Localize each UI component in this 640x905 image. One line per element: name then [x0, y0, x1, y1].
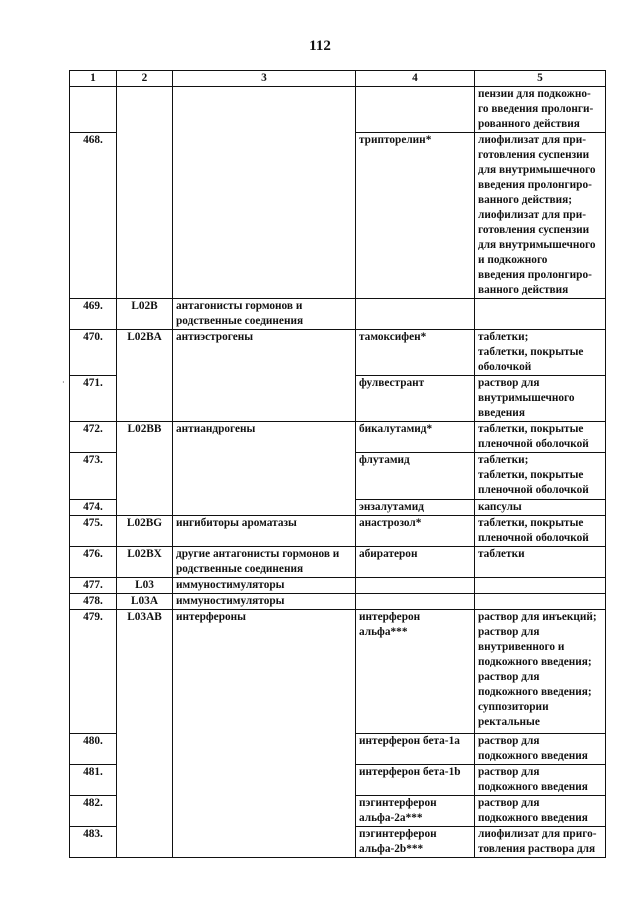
row-number-cell	[70, 376, 117, 422]
group-cell	[173, 453, 356, 500]
table-row	[70, 827, 606, 858]
drug-cell	[356, 796, 475, 827]
row-number-cell	[70, 578, 117, 594]
dosage-form-cell	[475, 610, 606, 734]
dosage-form-cell	[475, 827, 606, 858]
group-cell-text: антагонисты гормонов и родственные соединения	[176, 300, 304, 327]
row-number-cell	[70, 734, 117, 765]
dosage-form-cell	[475, 299, 606, 330]
table-row	[70, 133, 606, 299]
dosage-form-cell	[475, 594, 606, 610]
drug-cell	[356, 734, 475, 765]
table-row	[70, 734, 606, 765]
group-cell	[173, 578, 356, 594]
atc-code-cell	[117, 610, 173, 734]
drug-cell-text: флутамид	[359, 454, 410, 466]
drug-cell-text: интерферон бета-1а	[359, 735, 460, 747]
dosage-form-cell-text: таблетки	[478, 548, 525, 560]
group-cell-text: антиэстрогены	[176, 331, 254, 343]
dosage-form-cell	[475, 376, 606, 422]
dosage-form-cell-text: таблетки; таблетки, покрытые оболочкой	[478, 331, 584, 373]
dosage-form-cell	[475, 734, 606, 765]
drug-cell	[356, 500, 475, 516]
header-row	[70, 71, 606, 87]
drug-cell	[356, 594, 475, 610]
group-cell	[173, 765, 356, 796]
row-number-cell-text: 478.	[83, 595, 103, 607]
dosage-form-cell-text: лиофилизат для приго- товления раствора для	[478, 828, 597, 855]
drug-cell-text: анастрозол*	[359, 517, 422, 529]
header-col-1: 1	[70, 71, 117, 87]
atc-code-cell	[117, 547, 173, 578]
drug-cell-text: пэгинтерферон альфа-2b***	[359, 828, 437, 855]
row-number-cell-text: 481.	[83, 766, 103, 778]
row-number-cell-text: 480.	[83, 735, 103, 747]
dosage-form-cell-text: пензии для подкожно- го введения пролонги- рованного действия	[478, 88, 594, 130]
drug-cell-text: интерферон альфа***	[359, 611, 421, 638]
group-cell	[173, 422, 356, 453]
dosage-form-cell-text: раствор для подкожного введения	[478, 797, 588, 824]
atc-code-cell	[117, 516, 173, 547]
row-number-cell	[70, 765, 117, 796]
atc-code-cell	[117, 133, 173, 299]
drug-cell-text: интерферон бета-1b	[359, 766, 461, 778]
dosage-form-cell-text: раствор для внутримышечного введения	[478, 377, 575, 419]
drug-cell	[356, 376, 475, 422]
row-number-cell	[70, 500, 117, 516]
group-cell	[173, 330, 356, 376]
row-number-cell	[70, 453, 117, 500]
header-col-5: 5	[475, 71, 606, 87]
drug-cell-text: трипторелин*	[359, 134, 432, 146]
drug-cell-text: тамоксифен*	[359, 331, 427, 343]
group-cell	[173, 133, 356, 299]
atc-code-cell	[117, 299, 173, 330]
stray-mark: ·	[62, 378, 65, 387]
drug-cell	[356, 516, 475, 547]
atc-code-cell-text: L02BX	[127, 548, 162, 560]
drug-cell	[356, 827, 475, 858]
group-cell-text: ингибиторы ароматазы	[176, 517, 297, 529]
row-number-cell	[70, 330, 117, 376]
table-row	[70, 547, 606, 578]
drug-cell-text: абиратерон	[359, 548, 418, 560]
group-cell	[173, 594, 356, 610]
drug-cell	[356, 422, 475, 453]
header-col-4: 4	[356, 71, 475, 87]
row-number-cell	[70, 516, 117, 547]
atc-code-cell-text: L02B	[131, 300, 158, 312]
drug-cell	[356, 547, 475, 578]
table-row	[70, 796, 606, 827]
row-number-cell	[70, 796, 117, 827]
row-number-cell	[70, 610, 117, 734]
drug-cell	[356, 453, 475, 500]
table-row	[70, 422, 606, 453]
drug-table	[69, 70, 606, 858]
drug-cell	[356, 133, 475, 299]
row-number-cell-text: 472.	[83, 423, 103, 435]
row-number-cell-text: 479.	[83, 611, 103, 623]
dosage-form-cell	[475, 516, 606, 547]
row-number-cell	[70, 133, 117, 299]
dosage-form-cell	[475, 453, 606, 500]
dosage-form-cell	[475, 500, 606, 516]
atc-code-cell-text: L03	[135, 579, 154, 591]
dosage-form-cell-text: раствор для подкожного введения	[478, 735, 588, 762]
row-number-cell-text: 474.	[83, 501, 103, 513]
row-number-cell-text: 473.	[83, 454, 103, 466]
table-row	[70, 594, 606, 610]
dosage-form-cell-text: таблетки; таблетки, покрытые пленочной оболочкой	[478, 454, 589, 496]
atc-code-cell	[117, 594, 173, 610]
row-number-cell-text: 482.	[83, 797, 103, 809]
row-number-cell-text: 476.	[83, 548, 103, 560]
dosage-form-cell-text: капсулы	[478, 501, 522, 513]
dosage-form-cell-text: таблетки, покрытые пленочной оболочкой	[478, 423, 589, 450]
row-number-cell-text: 468.	[83, 134, 103, 146]
table-row	[70, 376, 606, 422]
row-number-cell	[70, 547, 117, 578]
atc-code-cell	[117, 453, 173, 500]
group-cell-text: интерфероны	[176, 611, 246, 623]
drug-cell	[356, 578, 475, 594]
group-cell	[173, 500, 356, 516]
dosage-form-cell	[475, 796, 606, 827]
atc-code-cell	[117, 376, 173, 422]
row-number-cell	[70, 594, 117, 610]
dosage-form-cell	[475, 578, 606, 594]
page-number: 112	[309, 38, 331, 54]
atc-code-cell-text: L02BA	[127, 331, 162, 343]
atc-code-cell-text: L03A	[131, 595, 158, 607]
row-number-cell-text: 477.	[83, 579, 103, 591]
atc-code-cell	[117, 796, 173, 827]
drug-cell	[356, 330, 475, 376]
drug-cell	[356, 299, 475, 330]
table-row	[70, 578, 606, 594]
table-row	[70, 765, 606, 796]
drug-cell-text: фулвестрант	[359, 377, 425, 389]
dosage-form-cell	[475, 547, 606, 578]
atc-code-cell	[117, 765, 173, 796]
group-cell-text: другие антагонисты гормонов и родственные соединения	[176, 548, 340, 575]
row-number-cell-text: 475.	[83, 517, 103, 529]
group-cell	[173, 547, 356, 578]
group-cell-text: иммуностимуляторы	[176, 579, 285, 591]
header-col-2: 2	[117, 71, 173, 87]
atc-code-cell-text: L02BG	[126, 517, 163, 529]
table-row	[70, 516, 606, 547]
table-row	[70, 500, 606, 516]
row-number-cell	[70, 422, 117, 453]
row-number-cell-text: 483.	[83, 828, 103, 840]
header-col-3: 3	[173, 71, 356, 87]
group-cell	[173, 299, 356, 330]
dosage-form-cell-text: лиофилизат для при- готовления суспензии для внутримышечного введения пролонгиро- ванного действия; лиофилизат для при- готовления суспензии для внутримышечного и подкожного введения пролонгиро- ванного действия	[478, 134, 596, 296]
row-number-cell	[70, 299, 117, 330]
drug-cell	[356, 610, 475, 734]
dosage-form-cell	[475, 422, 606, 453]
row-number-cell	[70, 827, 117, 858]
dosage-form-cell	[475, 765, 606, 796]
dosage-form-cell-text: раствор для инъекций; раствор для внутривенного и подкожного введения; раствор для подкожного введения; суппозитории ректальные	[478, 611, 597, 728]
table-row	[70, 453, 606, 500]
row-number-cell-text: 471.	[83, 377, 103, 389]
group-cell	[173, 827, 356, 858]
atc-code-cell	[117, 500, 173, 516]
dosage-form-cell	[475, 133, 606, 299]
group-cell	[173, 610, 356, 734]
group-cell	[173, 87, 356, 133]
table-row	[70, 330, 606, 376]
dosage-form-cell	[475, 330, 606, 376]
drug-cell-text: энзалутамид	[359, 501, 424, 513]
group-cell	[173, 516, 356, 547]
group-cell-text: иммуностимуляторы	[176, 595, 285, 607]
atc-code-cell	[117, 87, 173, 133]
drug-cell-text: пэгинтерферон альфа-2а***	[359, 797, 437, 824]
atc-code-cell	[117, 827, 173, 858]
atc-code-cell-text: L03AB	[127, 611, 162, 623]
dosage-form-cell-text: раствор для подкожного введения	[478, 766, 588, 793]
table-row	[70, 299, 606, 330]
atc-code-cell	[117, 578, 173, 594]
row-number-cell-text: 470.	[83, 331, 103, 343]
dosage-form-cell-text: таблетки, покрытые пленочной оболочкой	[478, 517, 589, 544]
table-row-continuation	[70, 87, 606, 133]
group-cell	[173, 376, 356, 422]
drug-cell-text: бикалутамид*	[359, 423, 433, 435]
group-cell	[173, 734, 356, 765]
table-row	[70, 610, 606, 734]
drug-cell	[356, 87, 475, 133]
atc-code-cell	[117, 422, 173, 453]
row-number-cell	[70, 87, 117, 133]
row-number-cell-text: 469.	[83, 300, 103, 312]
atc-code-cell	[117, 330, 173, 376]
atc-code-cell	[117, 734, 173, 765]
drug-cell	[356, 765, 475, 796]
atc-code-cell-text: L02BB	[127, 423, 162, 435]
dosage-form-cell	[475, 87, 606, 133]
group-cell	[173, 796, 356, 827]
group-cell-text: антиандрогены	[176, 423, 256, 435]
